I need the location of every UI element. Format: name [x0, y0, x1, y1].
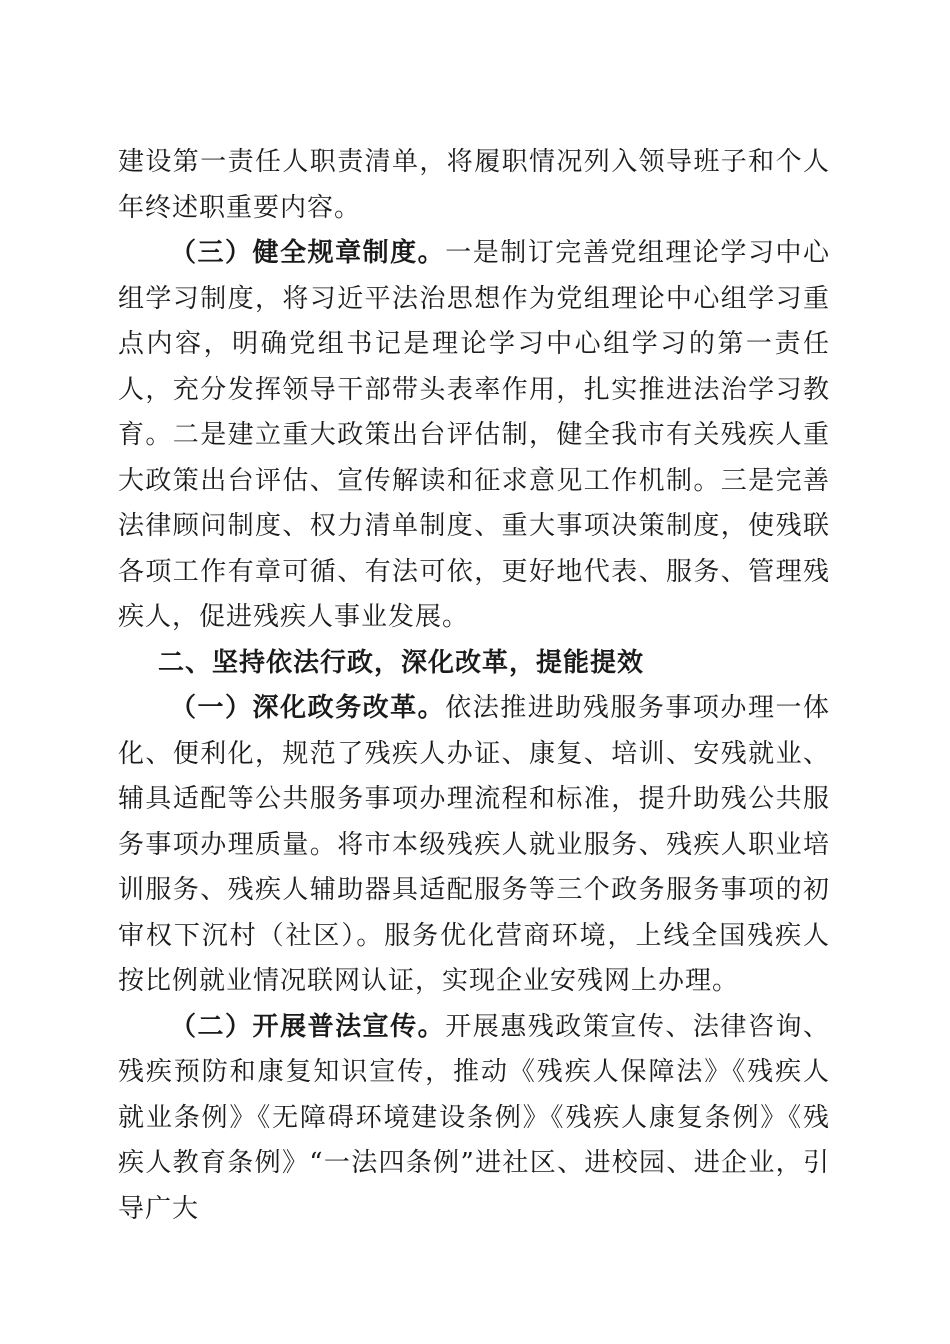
- paragraph-text: 建设第一责任人职责清单，将履职情况列入领导班子和个人年终述职重要内容。: [118, 147, 830, 223]
- paragraph-government-reform: [118, 686, 830, 1005]
- paragraph-text: 依法推进助残服务事项办理一体化、便利化，规范了残疾人办证、康复、培训、安残就业、辅具适配等公共服务事项办理流程和标准，提升助残公共服务事项办理质量。将市本级残疾人就业服务、残疾人职业培训服务、残疾人辅助器具适配服务等三个政务服务事项的初审权下沉村（社区）。服务优化营商环境，上线全国残疾人按比例就业情况联网认证，实现企业安残网上办理。: [118, 693, 830, 996]
- document-page: [118, 140, 830, 1232]
- paragraph-legal-publicity: [118, 1005, 830, 1233]
- section-heading: 二、坚持依法行政，深化改革，提能提效: [158, 647, 645, 678]
- paragraph-rules-system: [118, 231, 830, 641]
- paragraph-lead-title: （一）深化政务改革。: [170, 693, 446, 723]
- paragraph-text: 开展惠残政策宣传、法律咨询、残疾预防和康复知识宣传，推动《残疾人保障法》《残疾人就业条例》《无障碍环境建设条例》《残疾人康复条例》《残疾人教育条例》“一法四条例”进社区、进校园、进企业，引导广大: [118, 1011, 830, 1224]
- paragraph-continuation: [118, 140, 830, 231]
- paragraph-text: 一是制订完善党组理论学习中心组学习制度，将习近平法治思想作为党组理论中心组学习重点内容，明确党组书记是理论学习中心组学习的第一责任人，充分发挥领导干部带头表率作用，扎实推进法治学习教育。二是建立重大政策出台评估制，健全我市有关残疾人重大政策出台评估、宣传解读和征求意见工作机制。三是完善法律顾问制度、权力清单制度、重大事项决策制度，使残联各项工作有章可循、有法可依，更好地代表、服务、管理残疾人，促进残疾人事业发展。: [118, 238, 830, 632]
- paragraph-lead-title: （三）健全规章制度。: [170, 238, 446, 268]
- paragraph-lead-title: （二）开展普法宣传。: [170, 1011, 446, 1042]
